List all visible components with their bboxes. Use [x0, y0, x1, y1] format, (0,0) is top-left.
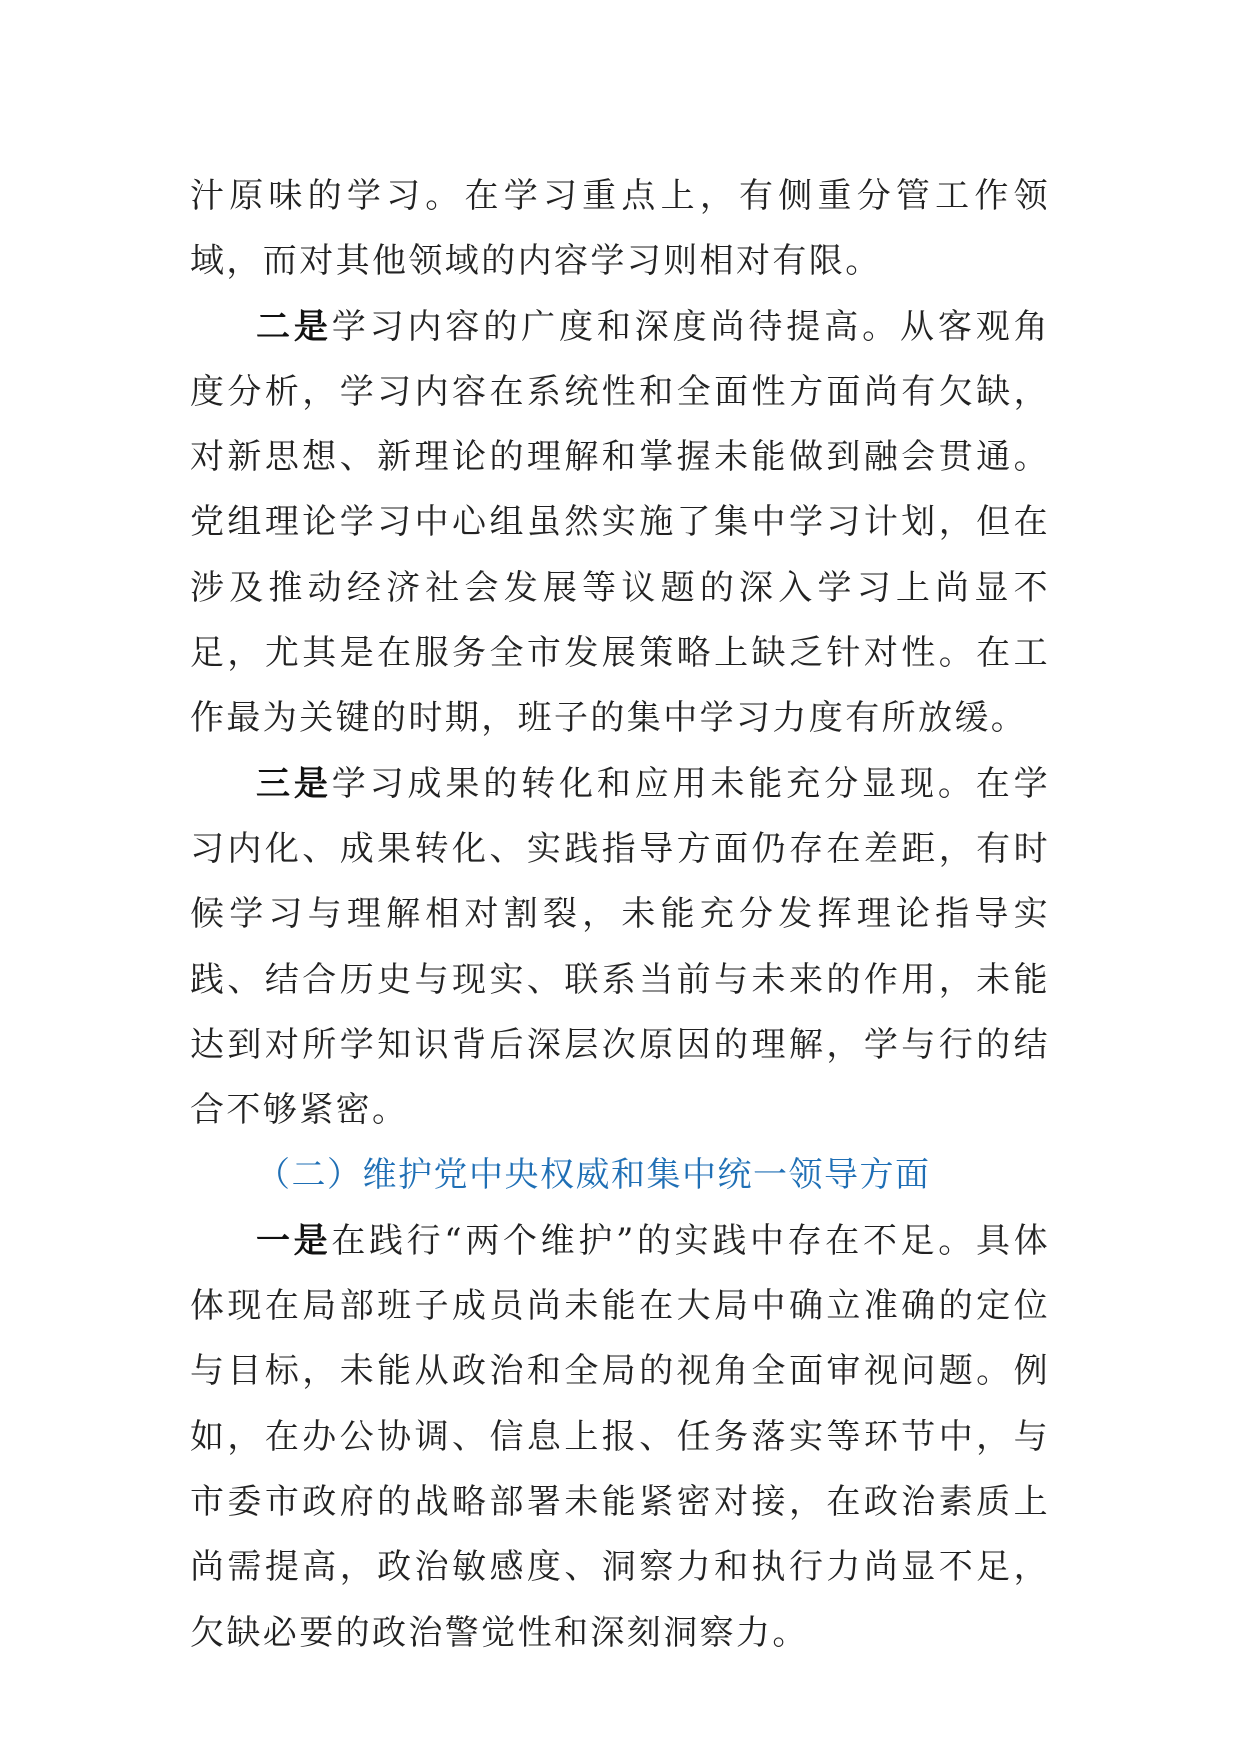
paragraph-text: 汁原味的学习。在学习重点上，有侧重分管工作领域，而对其他领域的内容学习则相对有限。	[190, 176, 1050, 282]
section-heading	[190, 1143, 1050, 1208]
paragraph-point-two	[190, 295, 1050, 752]
paragraph-continuation	[190, 164, 1050, 295]
paragraph-lead: 三是	[256, 763, 332, 804]
paragraph-point-one	[190, 1209, 1050, 1666]
document-body	[190, 164, 1050, 1666]
paragraph-text: 学习内容的广度和深度尚待提高。从客观角度分析，学习内容在系统性和全面性方面尚有欠缺，对新思想、新理论的理解和掌握未能做到融会贯通。党组理论学习中心组虽然实施了集中学习计划，但在涉及推动经济社会发展等议题的深入学习上尚显不足，尤其是在服务全市发展策略上缺乏针对性。在工作最为关键的时期，班子的集中学习力度有所放缓。	[190, 306, 1050, 739]
paragraph-text: 在践行“两个维护”的实践中存在不足。具体体现在局部班子成员尚未能在大局中确立准确的定位与目标，未能从政治和全局的视角全面审视问题。例如，在办公协调、信息上报、任务落实等环节中，与市委市政府的战略部署未能紧密对接，在政治素质上尚需提高，政治敏感度、洞察力和执行力尚显不足，欠缺必要的政治警觉性和深刻洞察力。	[190, 1220, 1050, 1653]
paragraph-lead: 二是	[256, 306, 332, 347]
section-heading-text: （二）维护党中央权威和集中统一领导方面	[256, 1155, 931, 1196]
paragraph-lead: 一是	[256, 1220, 332, 1261]
paragraph-text: 学习成果的转化和应用未能充分显现。在学习内化、成果转化、实践指导方面仍存在差距，有时候学习与理解相对割裂，未能充分发挥理论指导实践、结合历史与现实、联系当前与未来的作用，未能达到对所学知识背后深层次原因的理解，学与行的结合不够紧密。	[190, 763, 1050, 1131]
paragraph-point-three	[190, 752, 1050, 1144]
